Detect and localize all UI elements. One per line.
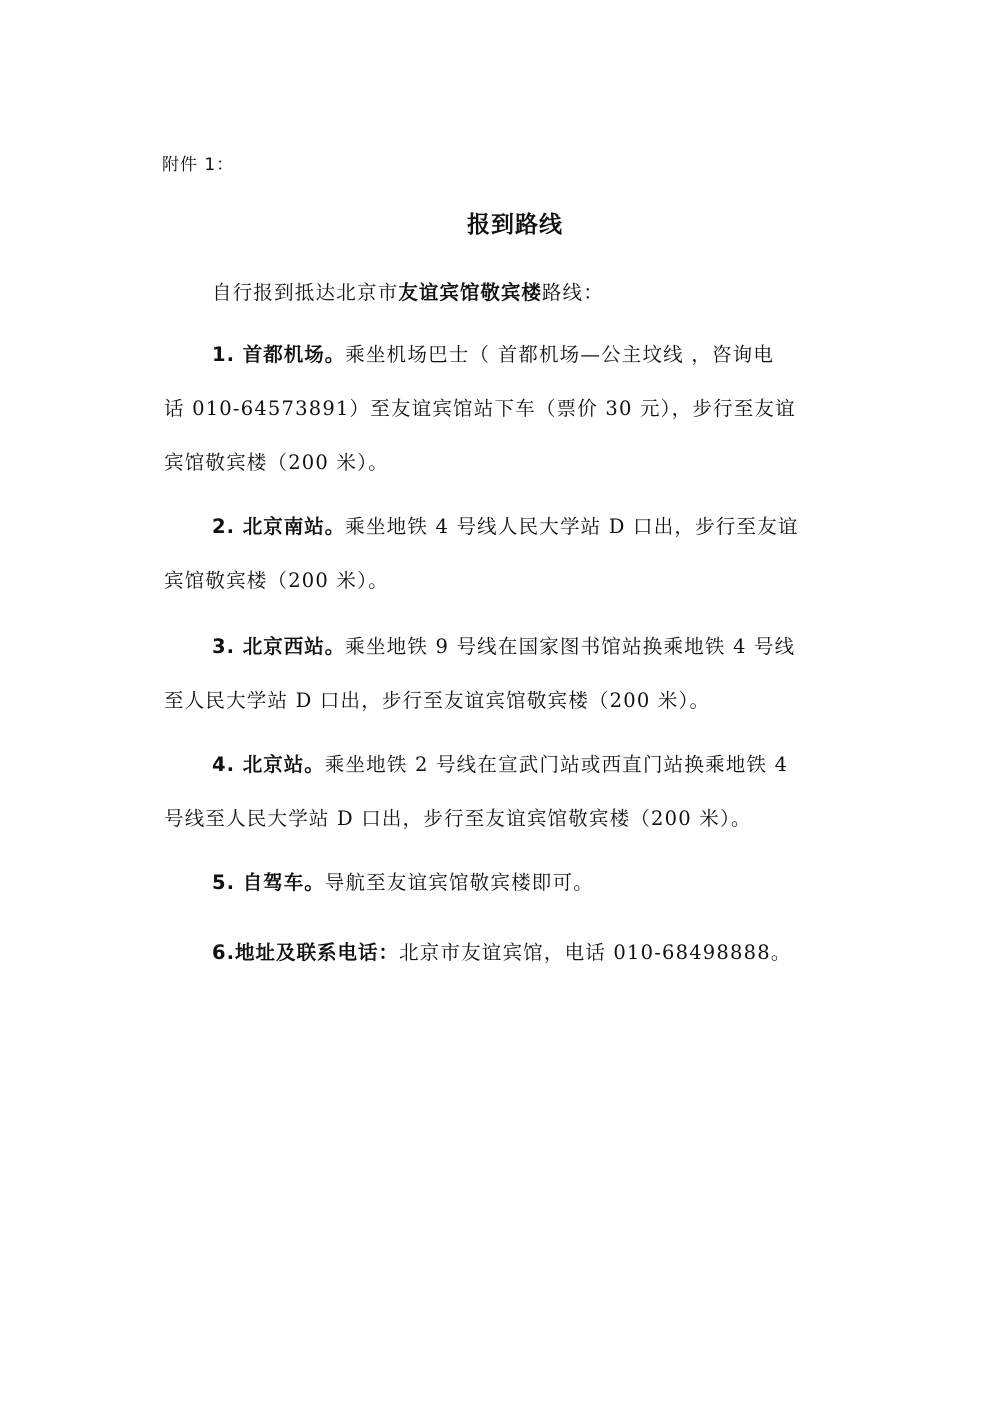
contact-heading: 6.地址及联系电话：: [212, 941, 399, 964]
contact-info: [164, 926, 864, 980]
route-heading: 3. 北京西站。: [212, 635, 346, 658]
attachment-label: 附件 1：: [162, 155, 235, 175]
route-heading: 5. 自驾车。: [212, 871, 325, 894]
route-line: 号线至人民大学站 D 口出，步行至友谊宾馆敬宾楼（200 米）。: [164, 807, 752, 830]
intro-text-after: 路线：: [541, 281, 604, 304]
route-line: [164, 738, 864, 792]
intro-text-before: 自行报到抵达北京市: [212, 281, 399, 304]
intro-paragraph: [164, 266, 864, 320]
intro-hotel-name: 友谊宾馆敬宾楼: [398, 281, 542, 304]
route-item-west-station: [164, 620, 864, 728]
route-text: 乘坐地铁 2 号线在宣武门站或西直门站换乘地铁 4: [324, 753, 789, 776]
route-line: 至人民大学站 D 口出，步行至友谊宾馆敬宾楼（200 米）。: [164, 689, 711, 712]
intro-line: [164, 266, 864, 320]
route-line: 宾馆敬宾楼（200 米）。: [164, 451, 389, 474]
route-heading: 1. 首都机场。: [212, 343, 346, 366]
route-text: 乘坐地铁 4 号线人民大学站 D 口出，步行至友谊: [345, 515, 799, 538]
route-text: 乘坐地铁 9 号线在国家图书馆站换乘地铁 4 号线: [345, 635, 796, 658]
route-line: [164, 328, 864, 382]
document-title: 报到路线: [467, 212, 563, 238]
route-text: 乘坐机场巴士（ 首都机场—公主坟线 ，咨询电: [345, 343, 775, 366]
route-item-beijing-station: [164, 738, 864, 846]
contact-line: [164, 926, 864, 980]
contact-text: 北京市友谊宾馆，电话 010-68498888。: [398, 941, 792, 964]
route-line: 宾馆敬宾楼（200 米）。: [164, 569, 389, 592]
route-line: [164, 856, 864, 910]
route-item-airport: [164, 328, 864, 490]
route-item-south-station: [164, 500, 864, 608]
route-heading: 4. 北京站。: [212, 753, 325, 776]
route-item-self-driving: [164, 856, 864, 910]
route-text: 导航至友谊宾馆敬宾楼即可。: [324, 871, 594, 894]
route-heading: 2. 北京南站。: [212, 515, 346, 538]
route-line: [164, 500, 864, 554]
route-line: [164, 620, 864, 674]
route-line: 话 010-64573891）至友谊宾馆站下车（票价 30 元），步行至友谊: [164, 397, 796, 420]
